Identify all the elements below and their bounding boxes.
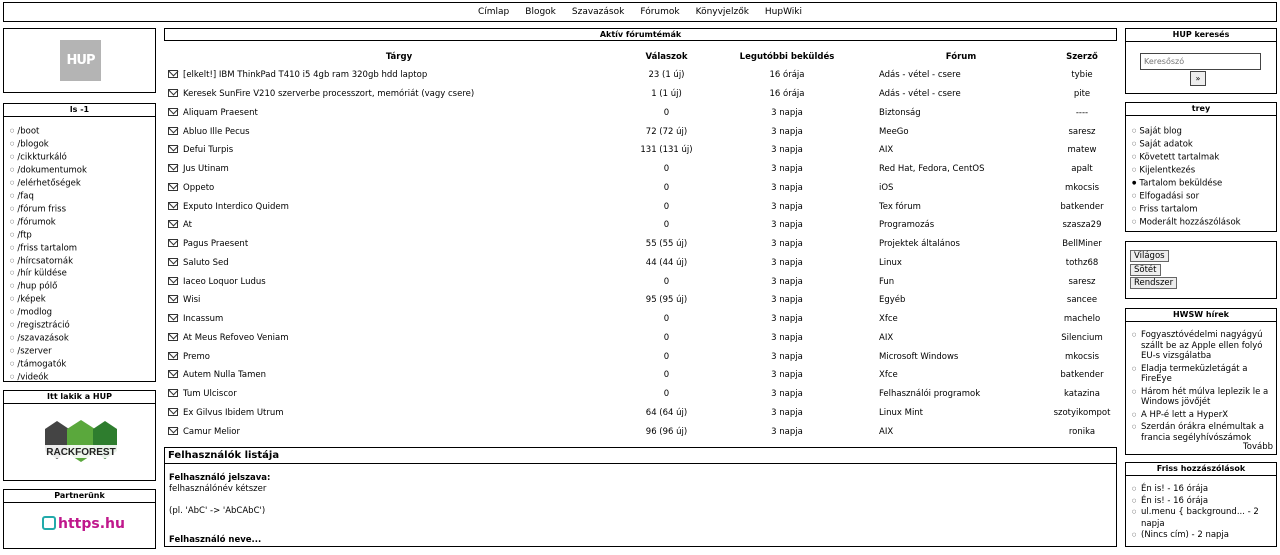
theme-system-button[interactable]: Rendszer bbox=[1130, 277, 1177, 289]
topic-forum[interactable]: Adás - vétel - csere bbox=[879, 89, 961, 100]
dir-item[interactable]: ○ /hír küldése bbox=[10, 267, 155, 280]
topic-last-post: 3 napja bbox=[771, 239, 803, 250]
dir-item[interactable]: ○ /cikkturkáló bbox=[10, 151, 155, 164]
topic-replies: 44 (44 új) bbox=[645, 257, 688, 268]
table-row bbox=[164, 422, 1117, 441]
topic-author[interactable]: saresz bbox=[1068, 276, 1096, 287]
col-subject[interactable]: Tárgy bbox=[385, 52, 413, 62]
topic-author[interactable]: ---- bbox=[1075, 107, 1089, 118]
top-navigation bbox=[3, 2, 1277, 22]
forum-topics-title: Aktív fórumtémák bbox=[599, 30, 682, 39]
topic-forum[interactable]: Adás - vétel - csere bbox=[879, 70, 961, 81]
topic-subject: [elkelt!] IBM ThinkPad T410 i5 4gb ram 320gb hdd laptop bbox=[183, 70, 428, 81]
topic-forum[interactable]: Red Hat, Fedora, CentOS bbox=[879, 164, 985, 175]
topic-author[interactable]: szasza29 bbox=[1062, 220, 1102, 231]
topic-subject: Keresek SunFire V210 szerverbe processzort, memóriát (vagy csere) bbox=[183, 89, 475, 100]
topic-subject: Jus Utinam bbox=[183, 164, 229, 175]
partner-title: Partnerünk bbox=[4, 490, 155, 503]
topic-author[interactable]: ronika bbox=[1068, 426, 1096, 437]
logo-box bbox=[3, 28, 156, 93]
table-header-row bbox=[164, 48, 1117, 66]
menu-friss-tartalom[interactable]: ○ Friss tartalom bbox=[1132, 203, 1276, 216]
topic-forum[interactable]: Xfce bbox=[879, 370, 898, 381]
nav-cimlap[interactable]: Címlap bbox=[477, 7, 510, 17]
topic-forum[interactable]: Linux Mint bbox=[879, 407, 924, 418]
hup-logo[interactable]: HUP bbox=[60, 40, 101, 81]
table-row bbox=[164, 235, 1117, 254]
comment-item[interactable]: ○ Én is! - 16 órája bbox=[1132, 484, 1272, 496]
nav-konyvjelzok[interactable]: Könyvjelzők bbox=[695, 7, 749, 17]
topic-author[interactable]: pite bbox=[1073, 89, 1091, 100]
hwsw-news-block bbox=[1125, 308, 1277, 455]
topic-replies: 0 bbox=[663, 182, 670, 193]
dir-item[interactable]: ○ /szerver bbox=[10, 345, 155, 358]
news-item[interactable]: ○ Szerdán órákra elnémultak a francia segélyhívószámok bbox=[1132, 422, 1272, 443]
envelope-icon bbox=[168, 202, 178, 210]
search-title: HUP keresés bbox=[1126, 29, 1276, 42]
search-button[interactable]: » bbox=[1190, 71, 1206, 86]
envelope-icon bbox=[168, 220, 178, 228]
username-label: Felhasználó neve... bbox=[169, 535, 262, 545]
ls-title: ls -1 bbox=[4, 104, 155, 117]
more-news-link[interactable]: Tovább bbox=[1243, 442, 1273, 452]
table-row bbox=[164, 197, 1117, 216]
topic-author[interactable]: tybie bbox=[1071, 70, 1093, 81]
search-input[interactable] bbox=[1140, 53, 1261, 70]
topic-subject: At bbox=[183, 220, 192, 231]
menu-kovetett[interactable]: ○ Követett tartalmak bbox=[1132, 151, 1276, 164]
topic-replies: 55 (55 új) bbox=[645, 239, 688, 250]
recent-comments-title: Friss hozzászólások bbox=[1126, 463, 1276, 476]
table-row bbox=[164, 366, 1117, 385]
topic-subject: Camur Melior bbox=[183, 426, 240, 437]
topic-forum[interactable]: iOS bbox=[879, 182, 894, 193]
topic-author[interactable]: sancee bbox=[1066, 295, 1098, 306]
topic-replies: 96 (96 új) bbox=[645, 426, 688, 437]
topic-last-post: 3 napja bbox=[771, 351, 803, 362]
comment-item[interactable]: ○ ul.menu { background... - 2 napja bbox=[1132, 507, 1272, 530]
topic-subject: Tum Ulciscor bbox=[183, 389, 237, 400]
topic-subject: Wisi bbox=[183, 295, 201, 306]
topic-last-post: 16 órája bbox=[769, 70, 805, 81]
table-row bbox=[164, 179, 1117, 198]
topic-forum[interactable]: AIX bbox=[879, 145, 894, 156]
topic-replies: 0 bbox=[663, 351, 670, 362]
topic-subject: Autem Nulla Tamen bbox=[183, 370, 267, 381]
table-row bbox=[164, 347, 1117, 366]
table-row bbox=[164, 329, 1117, 348]
https-logo[interactable]: https.hu bbox=[42, 516, 125, 532]
menu-saját-adatok[interactable]: ○ Saját adatok bbox=[1132, 138, 1276, 151]
topic-replies: 0 bbox=[663, 107, 670, 118]
table-row bbox=[164, 160, 1117, 179]
topic-author[interactable]: saresz bbox=[1068, 126, 1096, 137]
menu-elfogadasi-sor[interactable]: ○ Elfogadási sor bbox=[1132, 190, 1276, 203]
topic-forum[interactable]: Programozás bbox=[879, 220, 935, 231]
menu-saját-blog[interactable]: ○ Saját blog bbox=[1132, 125, 1276, 138]
table-row bbox=[164, 310, 1117, 329]
lock-icon bbox=[42, 516, 56, 530]
envelope-icon bbox=[168, 295, 178, 303]
theme-dark-button[interactable]: Sötét bbox=[1130, 264, 1161, 276]
news-item[interactable]: ○ Eladja termeküzletágát a FireEye bbox=[1132, 364, 1272, 385]
envelope-icon bbox=[168, 89, 178, 97]
topic-last-post: 16 órája bbox=[769, 89, 805, 100]
topic-author[interactable]: szotyikompot bbox=[1053, 407, 1111, 418]
topic-forum[interactable]: Felhasználói programok bbox=[879, 389, 981, 400]
envelope-icon bbox=[168, 408, 178, 416]
hosting-block bbox=[3, 390, 156, 481]
table-row bbox=[164, 122, 1117, 141]
password-label: Felhasználó jelszava: bbox=[169, 473, 271, 483]
topic-replies: 0 bbox=[663, 332, 670, 343]
dir-item[interactable]: ○ /modlog bbox=[10, 306, 155, 319]
topic-last-post: 3 napja bbox=[771, 164, 803, 175]
topic-last-post: 3 napja bbox=[771, 426, 803, 437]
topic-last-post: 3 napja bbox=[771, 295, 803, 306]
topic-subject: Saluto Sed bbox=[183, 257, 229, 268]
nav-hupwiki[interactable]: HupWiki bbox=[764, 7, 803, 17]
topic-subject: Ex Gilvus Ibidem Utrum bbox=[183, 407, 284, 418]
table-row bbox=[164, 254, 1117, 273]
dir-item[interactable]: ○ /elérhetőségek bbox=[10, 177, 155, 190]
topic-forum[interactable]: Biztonság bbox=[879, 107, 921, 118]
envelope-icon bbox=[168, 277, 178, 285]
topic-forum[interactable]: AIX bbox=[879, 426, 894, 437]
forum-topics-table bbox=[164, 48, 1117, 441]
dir-item[interactable]: ○ /képek bbox=[10, 293, 155, 306]
menu-moderalt[interactable]: ○ Moderált hozzászólások bbox=[1132, 216, 1276, 229]
envelope-icon bbox=[168, 314, 178, 322]
envelope-icon bbox=[168, 370, 178, 378]
topic-subject: Iaceo Loquor Ludus bbox=[183, 276, 266, 287]
topic-author[interactable]: BellMiner bbox=[1062, 239, 1102, 250]
col-forum[interactable]: Fórum bbox=[945, 52, 977, 62]
recent-comments-block bbox=[1125, 462, 1277, 547]
topic-last-post: 3 napja bbox=[771, 276, 803, 287]
dir-item[interactable]: ○ /blogok bbox=[10, 138, 155, 151]
topic-replies: 72 (72 új) bbox=[645, 126, 688, 137]
table-row bbox=[164, 291, 1117, 310]
topic-replies: 0 bbox=[663, 164, 670, 175]
svg-text:RACKFOREST: RACKFOREST bbox=[46, 447, 116, 458]
news-item[interactable]: ○ A HP-é lett a HyperX bbox=[1132, 410, 1272, 421]
topic-forum[interactable]: Egyéb bbox=[879, 295, 906, 306]
menu-kijelentkezes[interactable]: ○ Kijelentkezés bbox=[1132, 164, 1276, 177]
topic-subject: Exputo Interdico Quidem bbox=[183, 201, 289, 212]
password-example: (pl. 'AbC' -> 'AbCAbC') bbox=[169, 506, 266, 516]
table-row bbox=[164, 404, 1117, 423]
dir-item[interactable]: ○ /szavazások bbox=[10, 332, 155, 345]
dir-item[interactable]: ○ /regisztráció bbox=[10, 319, 155, 332]
partner-block bbox=[3, 489, 156, 549]
topic-last-post: 3 napja bbox=[771, 182, 803, 193]
dir-list bbox=[4, 117, 155, 384]
envelope-icon bbox=[168, 164, 178, 172]
ls-block bbox=[3, 103, 156, 382]
topic-last-post: 3 napja bbox=[771, 126, 803, 137]
search-block bbox=[1125, 28, 1277, 94]
envelope-icon bbox=[168, 127, 178, 135]
topic-replies: 0 bbox=[663, 389, 670, 400]
topic-subject: Aliquam Praesent bbox=[183, 107, 258, 118]
dir-item[interactable]: ○ /hup pólő bbox=[10, 280, 155, 293]
topic-subject: Oppeto bbox=[183, 182, 215, 193]
topic-author[interactable]: batkender bbox=[1060, 370, 1104, 381]
dir-item[interactable]: ○ /támogatók bbox=[10, 358, 155, 371]
dir-item[interactable]: ○ /faq bbox=[10, 190, 155, 203]
topic-author[interactable]: tothz68 bbox=[1065, 257, 1099, 268]
col-author[interactable]: Szerző bbox=[1066, 52, 1098, 62]
envelope-icon bbox=[168, 333, 178, 341]
topic-replies: 131 (131 új) bbox=[640, 145, 693, 156]
topic-author[interactable]: mkocsis bbox=[1065, 351, 1099, 362]
topic-last-post: 3 napja bbox=[771, 370, 803, 381]
dir-item[interactable]: ○ /dokumentumok bbox=[10, 164, 155, 177]
topic-subject: Abluo Ille Pecus bbox=[183, 126, 250, 137]
topic-author[interactable]: machelo bbox=[1063, 314, 1101, 325]
theme-light-button[interactable]: Világos bbox=[1130, 250, 1169, 262]
news-item[interactable]: ○ Fogyasztóvédelmi nagyágyú szállt be az Apple ellen folyó EU-s vizsgálatba bbox=[1132, 330, 1272, 362]
topic-author[interactable]: apalt bbox=[1071, 164, 1093, 175]
dir-item[interactable]: ○ /friss tartalom bbox=[10, 242, 155, 255]
hwsw-title: HWSW hírek bbox=[1126, 309, 1276, 322]
dir-item[interactable]: ○ /videók bbox=[10, 371, 155, 384]
forum-topics-header bbox=[164, 28, 1117, 41]
topic-last-post: 3 napja bbox=[771, 257, 803, 268]
topic-subject: Defui Turpis bbox=[183, 145, 234, 156]
topic-author[interactable]: matew bbox=[1067, 145, 1097, 156]
table-row bbox=[164, 385, 1117, 404]
envelope-icon bbox=[168, 239, 178, 247]
topic-subject: Premo bbox=[183, 351, 210, 362]
topic-author[interactable]: katazina bbox=[1064, 389, 1100, 400]
table-row bbox=[164, 141, 1117, 160]
hosting-title: Itt lakik a HUP bbox=[4, 391, 155, 404]
envelope-icon bbox=[168, 389, 178, 397]
topic-forum[interactable]: Projektek általános bbox=[879, 239, 960, 250]
topic-replies: 0 bbox=[663, 201, 670, 212]
topic-forum[interactable]: Tex fórum bbox=[879, 201, 921, 212]
envelope-icon bbox=[168, 183, 178, 191]
table-row bbox=[164, 66, 1117, 85]
topic-replies: 0 bbox=[663, 276, 670, 287]
topic-last-post: 3 napja bbox=[771, 314, 803, 325]
table-row bbox=[164, 85, 1117, 104]
envelope-icon bbox=[168, 70, 178, 78]
dir-item[interactable]: ○ /hírcsatornák bbox=[10, 255, 155, 268]
topic-replies: 64 (64 új) bbox=[645, 407, 688, 418]
user-menu-block bbox=[1125, 102, 1277, 232]
menu-tartalom-bekuldese[interactable]: ● Tartalom beküldése bbox=[1132, 177, 1276, 190]
dir-item[interactable]: ○ /boot bbox=[10, 125, 155, 138]
rackforest-logo[interactable] bbox=[41, 417, 121, 473]
topic-subject: Incassum bbox=[183, 314, 224, 325]
topic-replies: 0 bbox=[663, 220, 670, 231]
password-desc: felhasználónév kétszer bbox=[169, 484, 267, 494]
topic-forum[interactable]: MeeGo bbox=[879, 126, 909, 137]
comment-item[interactable]: ○ Én is! - 16 órája bbox=[1132, 496, 1272, 508]
topic-last-post: 3 napja bbox=[771, 332, 803, 343]
topic-last-post: 3 napja bbox=[771, 107, 803, 118]
topic-forum[interactable]: Linux bbox=[879, 257, 902, 268]
dir-item[interactable]: ○ /fórum friss bbox=[10, 203, 155, 216]
topic-forum[interactable]: Microsoft Windows bbox=[879, 351, 959, 362]
topic-last-post: 3 napja bbox=[771, 389, 803, 400]
topic-subject: At Meus Refoveo Veniam bbox=[183, 332, 289, 343]
col-last-post[interactable]: Legutóbbi beküldés bbox=[739, 52, 835, 62]
user-list-title: Felhasználók listája bbox=[165, 448, 1116, 464]
nav-forumok[interactable]: Fórumok bbox=[640, 7, 680, 17]
comment-item[interactable]: ○ (Nincs cím) - 2 napja bbox=[1132, 530, 1272, 542]
envelope-icon bbox=[168, 108, 178, 116]
table-row bbox=[164, 216, 1117, 235]
dir-item[interactable]: ○ /fórumok bbox=[10, 216, 155, 229]
nav-blogok[interactable]: Blogok bbox=[525, 7, 556, 17]
table-row bbox=[164, 272, 1117, 291]
topic-replies: 0 bbox=[663, 314, 670, 325]
topic-last-post: 3 napja bbox=[771, 407, 803, 418]
topic-author[interactable]: Silencium bbox=[1061, 332, 1103, 343]
topic-replies: 0 bbox=[663, 370, 670, 381]
envelope-icon bbox=[168, 352, 178, 360]
topic-author[interactable]: batkender bbox=[1060, 201, 1104, 212]
envelope-icon bbox=[168, 258, 178, 266]
envelope-icon bbox=[168, 427, 178, 435]
topic-forum[interactable]: Fun bbox=[879, 276, 895, 287]
topic-replies: 95 (95 új) bbox=[645, 295, 688, 306]
topic-replies: 1 (1 új) bbox=[651, 89, 682, 100]
topic-last-post: 3 napja bbox=[771, 145, 803, 156]
envelope-icon bbox=[168, 145, 178, 153]
table-row bbox=[164, 104, 1117, 123]
topic-subject: Pagus Praesent bbox=[183, 239, 249, 250]
topic-last-post: 3 napja bbox=[771, 220, 803, 231]
topic-forum[interactable]: Xfce bbox=[879, 314, 898, 325]
news-item[interactable]: ○ Három hét múlva leplezik le a Windows jövőjét bbox=[1132, 387, 1272, 408]
user-menu-title: trey bbox=[1126, 103, 1276, 116]
topic-replies: 23 (1 új) bbox=[648, 70, 685, 81]
dir-item[interactable]: ○ /ftp bbox=[10, 229, 155, 242]
user-list-block bbox=[164, 447, 1117, 547]
theme-block bbox=[1125, 241, 1277, 299]
topic-last-post: 3 napja bbox=[771, 201, 803, 212]
topic-author[interactable]: mkocsis bbox=[1065, 182, 1099, 193]
col-replies[interactable]: Válaszok bbox=[645, 52, 688, 62]
nav-szavazasok[interactable]: Szavazások bbox=[571, 7, 625, 17]
topic-forum[interactable]: AIX bbox=[879, 332, 894, 343]
